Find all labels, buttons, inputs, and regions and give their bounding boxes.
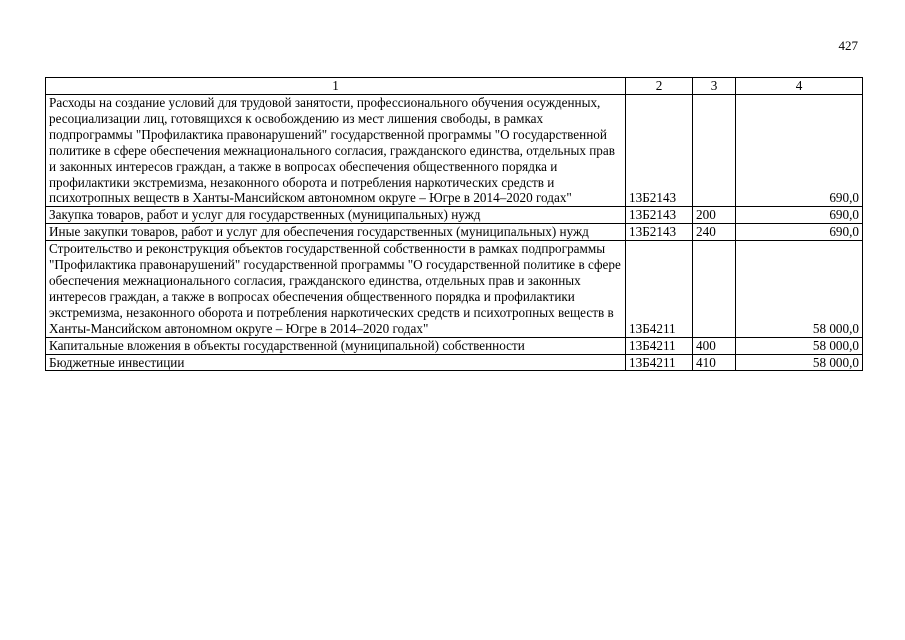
row-amount: 690,0 — [736, 224, 863, 241]
table-row — [46, 207, 863, 224]
row-type: 410 — [693, 354, 736, 371]
row-type — [693, 241, 736, 337]
budget-table — [45, 77, 863, 371]
row-code: 13Б4211 — [626, 337, 693, 354]
row-name: Закупка товаров, работ и услуг для государственных (муниципальных) нужд — [46, 207, 626, 224]
row-name: Расходы на создание условий для трудовой занятости, профессионального обучения осужденных, ресоциализации лиц, готовящихся к освобождению из мест лишения свободы, в рамках подпрограммы "Профилактика правонарушений" государственной программы "О государственной политике в сфере обеспечения межнационального согласия, гражданского единства, отдельных прав и законных интересов граждан, а также в вопросах обеспечения общественного порядка и профилактики экстремизма, незаконного оборота и потребления наркотических средств и психотропных веществ в Ханты-Мансийском автономном округе – Югре в 2014–2020 годах" — [46, 95, 626, 207]
row-type: 200 — [693, 207, 736, 224]
row-name: Капитальные вложения в объекты государственной (муниципальной) собственности — [46, 337, 626, 354]
row-code: 13Б4211 — [626, 241, 693, 337]
row-type — [693, 95, 736, 207]
row-amount: 58 000,0 — [736, 354, 863, 371]
row-code: 13Б2143 — [626, 207, 693, 224]
table-row — [46, 337, 863, 354]
row-code: 13Б4211 — [626, 354, 693, 371]
row-code: 13Б2143 — [626, 95, 693, 207]
table-row — [46, 241, 863, 337]
row-type: 240 — [693, 224, 736, 241]
row-name: Иные закупки товаров, работ и услуг для обеспечения государственных (муниципальных) нужд — [46, 224, 626, 241]
table-row — [46, 224, 863, 241]
row-type: 400 — [693, 337, 736, 354]
row-name: Бюджетные инвестиции — [46, 354, 626, 371]
page-number: 427 — [838, 38, 858, 53]
column-header-1: 1 — [46, 78, 626, 95]
row-amount: 58 000,0 — [736, 241, 863, 337]
row-amount: 58 000,0 — [736, 337, 863, 354]
row-amount: 690,0 — [736, 95, 863, 207]
column-header-4: 4 — [736, 78, 863, 95]
column-header-3: 3 — [693, 78, 736, 95]
table-row — [46, 354, 863, 371]
row-code: 13Б2143 — [626, 224, 693, 241]
column-header-2: 2 — [626, 78, 693, 95]
table-header-row — [46, 78, 863, 95]
row-name: Строительство и реконструкция объектов государственной собственности в рамках подпрограммы "Профилактика правонарушений" государственной программы "О государственной политике в сфере обеспечения межнационального согласия, гражданского единства, отдельных прав и законных интересов граждан, а также в вопросах обеспечения общественного порядка и профилактики экстремизма, незаконного оборота и потребления наркотических средств и психотропных веществ в Ханты-Мансийском автономном округе – Югре в 2014–2020 годах" — [46, 241, 626, 337]
row-amount: 690,0 — [736, 207, 863, 224]
table-row — [46, 95, 863, 207]
